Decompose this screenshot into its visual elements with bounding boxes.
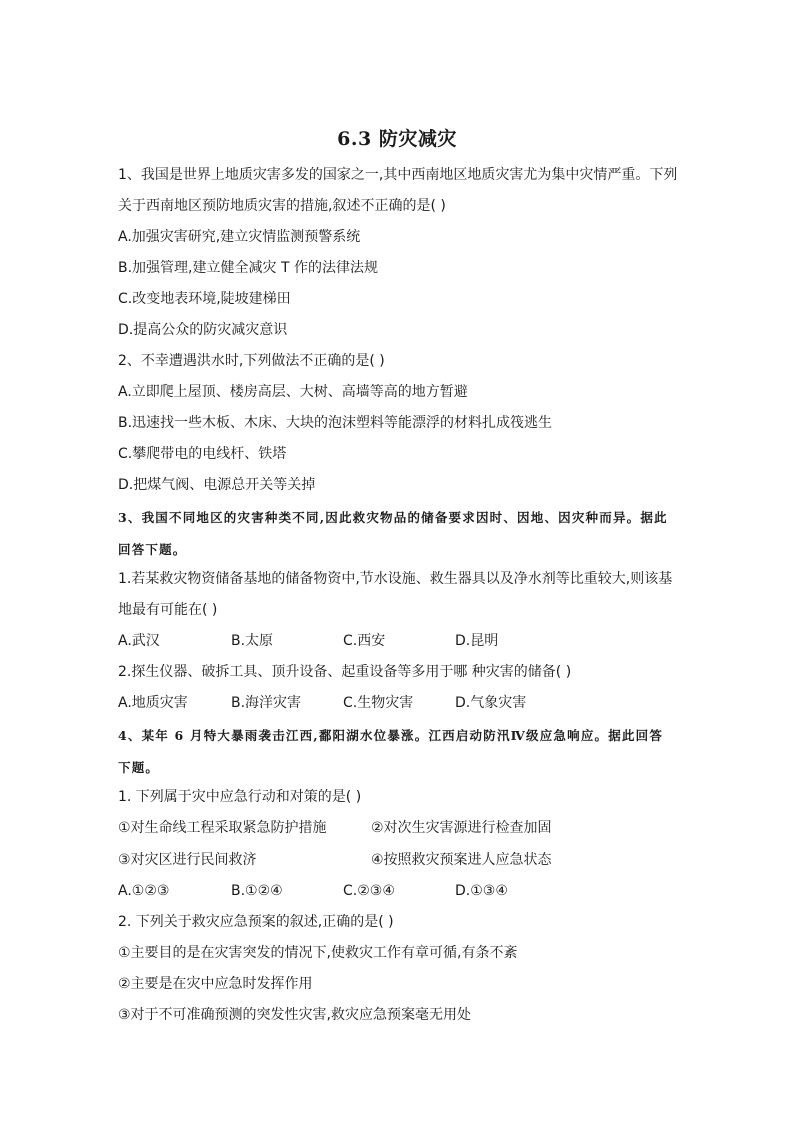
q3-sub1-option-d: D.昆明 — [455, 633, 499, 649]
q4-sub1-item-3: ③对灾区进行民间救济 — [118, 852, 257, 868]
q1-option-c: C.改变地表环境,陡坡建梯田 — [118, 291, 291, 307]
q4-sub1-item-1: ①对生命线工程采取紧急防护措施 — [118, 820, 327, 836]
q1-option-d: D.提高公众的防灾减灾意识 — [118, 322, 288, 338]
q3-sub1-option-b: B.太原 — [231, 633, 274, 649]
q3-sub2-option-b: B.海洋灾害 — [231, 695, 302, 711]
q4-sub2-item-1: ①主要目的是在灾害突发的情况下,使救灾工作有章可循,有条不紊 — [118, 945, 518, 961]
q1-option-b: B.加强管理,建立健全减灾 T 作的法律法规 — [118, 260, 378, 276]
q3-sub2-option-a: A.地质灾害 — [118, 695, 188, 711]
q3-sub1-stem-line2: 地最有可能在( ) — [118, 602, 218, 618]
q4-sub1-stem: 1. 下列属于灾中应急行动和对策的是( ) — [118, 789, 362, 805]
q1-stem-line2: 关于西南地区预防地质灾害的措施,叙述不正确的是( ) — [118, 198, 446, 214]
q3-sub1-stem-line1: 1.若某救灾物资储备基地的储备物资中,节水设施、救生器具以及净水剂等比重较大,则该基 — [118, 571, 673, 587]
q3-sub2-option-c: C.生物灾害 — [343, 695, 414, 711]
q3-sub1-option-c: C.西安 — [343, 633, 386, 649]
q3-sub2-stem: 2.探生仪器、破拆工具、顶升设备、起重设备等多用于哪 种灾害的储备( ) — [118, 664, 572, 680]
q2-option-a: A.立即爬上屋顶、楼房高层、大树、高墙等高的地方暂避 — [118, 384, 468, 400]
q2-stem: 2、不幸遭遇洪水时,下列做法不正确的是( ) — [118, 353, 385, 369]
q4-sub2-item-3: ③对于不可准确预测的突发性灾害,救灾应急预案毫无用处 — [118, 1007, 471, 1023]
q3-intro-line2: 回答下题。 — [118, 542, 187, 557]
q4-sub1-option-a: A.①②③ — [118, 883, 170, 899]
q4-intro-line2: 下题。 — [118, 760, 160, 775]
q3-intro-line1: 3、我国不同地区的灾害种类不同,因此救灾物品的储备要求因时、因地、因灾种而异。据此 — [118, 510, 668, 525]
q4-sub1-option-c: C.②③④ — [343, 883, 395, 899]
q4-intro-line1: 4、某年 6 月特大暴雨袭击江西,鄱阳湖水位暴涨。江西启动防汛Ⅳ级应急响应。据此回答 — [118, 728, 664, 743]
q4-sub1-option-d: D.①③④ — [455, 883, 508, 899]
q2-option-d: D.把煤气阀、电源总开关等关掉 — [118, 477, 316, 493]
q3-sub2-option-d: D.气象灾害 — [455, 695, 527, 711]
q1-option-a: A.加强灾害研究,建立灾情监测预警系统 — [118, 229, 361, 245]
page-title: 6.3 防灾减灾 — [337, 128, 457, 150]
q1-stem-line1: 1、我国是世界上地质灾害多发的国家之一,其中西南地区地质灾害尤为集中灾情严重。下列 — [118, 167, 678, 183]
q4-sub1-option-b: B.①②④ — [231, 883, 283, 899]
q4-sub1-item-2: ②对次生灾害源进行检查加固 — [371, 820, 552, 836]
q2-option-c: C.攀爬带电的电线杆、铁塔 — [118, 446, 287, 462]
q4-sub1-item-4: ④按照救灾预案进人应急状态 — [371, 852, 552, 868]
q4-sub2-item-2: ②主要是在灾中应急时发挥作用 — [118, 976, 313, 992]
q3-sub1-option-a: A.武汉 — [118, 633, 160, 649]
q2-option-b: B.迅速找一些木板、木床、大块的泡沫塑料等能漂浮的材料扎成筏逃生 — [118, 415, 553, 431]
q4-sub2-stem: 2. 下列关于救灾应急预案的叙述,正确的是( ) — [118, 914, 394, 930]
